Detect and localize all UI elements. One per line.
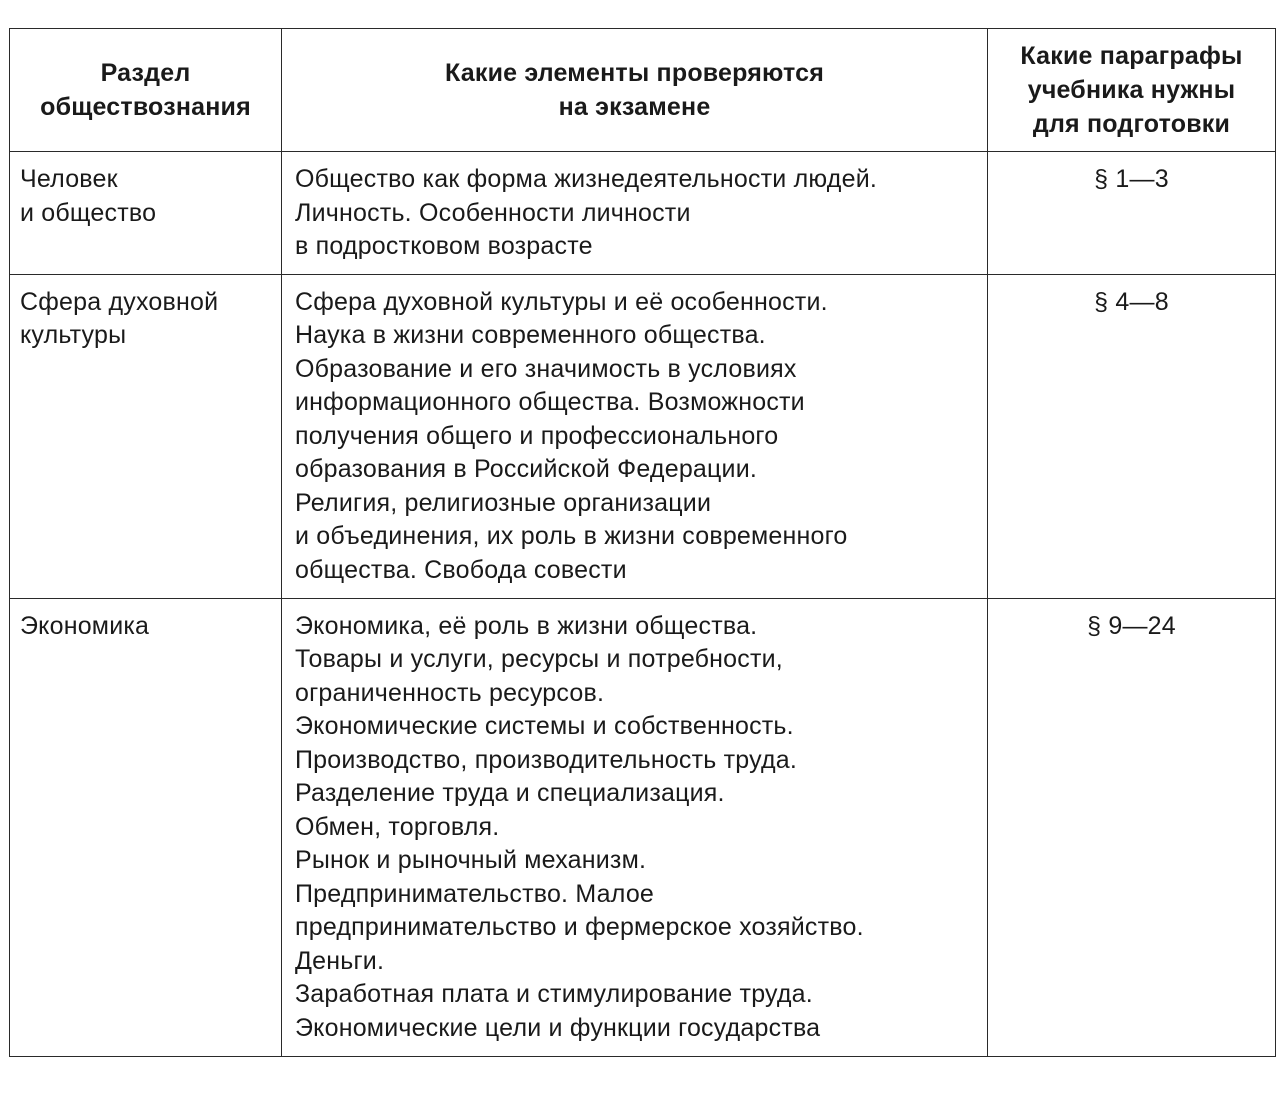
elements-line: Личность. Особенности личности — [295, 198, 691, 227]
section-cell — [10, 598, 282, 1056]
elements-line: образования в Российской Федерации. — [295, 455, 758, 483]
header-paragraphs — [988, 29, 1276, 152]
header-section — [10, 29, 282, 152]
section-line: культуры — [20, 321, 127, 349]
header-elements-line: на экзамене — [558, 93, 711, 121]
section-line: Экономика — [20, 611, 150, 640]
section-line: и общество — [20, 198, 157, 227]
paragraphs-cell: § 1—3 — [988, 152, 1276, 275]
elements-line: Экономика, её роль в жизни общества. — [295, 611, 758, 640]
section-cell — [10, 152, 282, 275]
header-section-line: обществознания — [40, 93, 251, 121]
elements-line: Экономические системы и собственность. — [295, 712, 794, 740]
elements-line: Предпринимательство. Малое — [295, 879, 655, 908]
section-line: Человек — [20, 165, 118, 193]
elements-line: получения общего и профессионального — [295, 421, 779, 450]
elements-line: Образование и его значимость в условиях — [295, 354, 797, 383]
elements-line: информационного общества. Возможности — [295, 388, 805, 416]
elements-line: Наука в жизни современного общества. — [295, 321, 766, 349]
elements-line: в подростковом возрасте — [295, 232, 593, 260]
elements-line: Экономические цели и функции государства — [295, 1013, 821, 1042]
elements-line: Деньги. — [295, 946, 385, 975]
paragraphs-cell: § 9—24 — [988, 598, 1276, 1056]
elements-line: ограниченность ресурсов. — [295, 678, 605, 707]
table-header-row — [10, 29, 1276, 152]
elements-cell — [282, 598, 988, 1056]
section-cell — [10, 274, 282, 598]
elements-line: Заработная плата и стимулирование труда. — [295, 980, 813, 1008]
elements-line: Сфера духовной культуры и её особенности. — [295, 287, 828, 316]
table-row — [10, 274, 1276, 598]
elements-line: общества. Свобода совести — [295, 555, 627, 584]
header-paragraphs-line: для подготовки — [1032, 110, 1231, 138]
header-section-line: Раздел — [100, 59, 191, 87]
header-elements-line: Какие элементы проверяются — [445, 59, 824, 87]
elements-line: Обмен, торговля. — [295, 812, 500, 841]
elements-line: Религия, религиозные организации — [295, 488, 712, 517]
elements-cell — [282, 274, 988, 598]
exam-topics-table — [9, 28, 1276, 1057]
table-row — [10, 152, 1276, 275]
elements-line: предпринимательство и фермерское хозяйство. — [295, 913, 864, 941]
elements-line: и объединения, их роль в жизни современного — [295, 522, 848, 550]
elements-line: Разделение труда и специализация. — [295, 779, 725, 807]
header-paragraphs-line: учебника нужны — [1027, 76, 1236, 104]
paragraphs-cell: § 4—8 — [988, 274, 1276, 598]
elements-line: Рынок и рыночный механизм. — [295, 846, 647, 874]
elements-cell — [282, 152, 988, 275]
header-paragraphs-line: Какие параграфы — [1020, 42, 1243, 70]
elements-line: Общество как форма жизнедеятельности людей. — [295, 165, 878, 193]
elements-line: Товары и услуги, ресурсы и потребности, — [295, 645, 783, 673]
elements-line: Производство, производительность труда. — [295, 745, 798, 774]
table-row — [10, 598, 1276, 1056]
header-elements — [282, 29, 988, 152]
section-line: Сфера духовной — [20, 287, 219, 316]
